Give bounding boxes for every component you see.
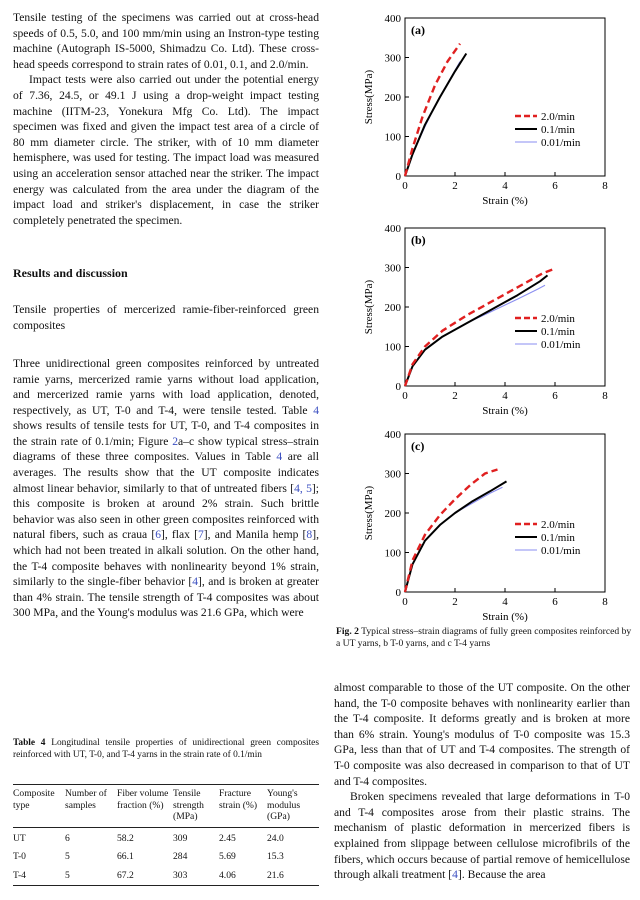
- y-tick-label: 0: [395, 381, 401, 393]
- x-tick-label: 4: [502, 596, 508, 608]
- paragraph-results: Three unidirectional green composites reinforced by untreated ramie yarns, mercerized ramie yarns without load application, and mercerized ramie yarns with load application, denoted, respectively, as UT, T-0 and T-4, were tensile tested. Table 4 shows results of tensile tests for UT, T-0, and T-4 composites in the strain rate of 0.1/min; Figure 2a–c show typical stress–strain diagrams of these three composites. Values in Table 4 are all averages. The results show that the UT composite indicates almost linear behavior, similarly to that of untreated fibers [4, 5]; this composite is broken at around 2% strain. Such brittle behavior was also seen in other green composites reinforced with natural fibers, such as craua [6], flax [7], and Manila hemp [8], which had not been treated in alkali solution. On the other hand, the T-4 composite behaves with nonlinearity beyond 1% strain, similarly to the single-fiber behavior [4], and is broken at greater than 4% strain. The tensile strength of T-4 composites was about 300 MPa, and the Young's modulus was 21.6 GPa, which were: [13, 356, 320, 620]
- y-tick-label: 100: [384, 131, 401, 144]
- y-tick-label: 400: [384, 13, 401, 25]
- x-tick-label: 4: [502, 180, 508, 192]
- citation-link[interactable]: 6: [155, 528, 161, 542]
- table-row: [13, 827, 319, 846]
- y-tick-label: 200: [384, 508, 401, 520]
- table-cell: 4.06: [219, 865, 267, 886]
- x-tick-label: 0: [402, 596, 408, 608]
- legend-label: 2.0/min: [541, 111, 575, 123]
- x-tick-label: 6: [552, 180, 558, 192]
- y-tick-label: 100: [384, 547, 401, 560]
- series-line-01min: [405, 481, 507, 592]
- x-tick-label: 0: [402, 180, 408, 192]
- table-cell: 309: [173, 832, 188, 844]
- citation-link[interactable]: 4: [452, 868, 458, 882]
- table-cell: 58.2: [117, 832, 134, 844]
- table-reference-link[interactable]: 4: [276, 450, 283, 464]
- x-tick-label: 6: [552, 390, 558, 402]
- y-axis-label: Stress(MPa): [363, 279, 375, 335]
- legend-label: 0.01/min: [541, 339, 581, 351]
- table-label: Table 4: [13, 738, 46, 748]
- x-tick-label: 0: [402, 390, 408, 402]
- figure-reference-link[interactable]: 2: [172, 434, 179, 448]
- legend-label: 0.1/min: [541, 124, 575, 136]
- table-cell: 2.45: [219, 832, 236, 844]
- citation-link[interactable]: 7: [197, 528, 204, 542]
- y-axis-label: Stress(MPa): [363, 485, 375, 541]
- table-cell: 6: [65, 832, 70, 844]
- table-reference-link[interactable]: 4: [313, 403, 319, 417]
- table-row: [13, 865, 319, 886]
- y-tick-label: 400: [384, 223, 401, 235]
- table-header-cell: Fiber volume fraction (%): [117, 785, 173, 828]
- y-tick-label: 400: [384, 429, 401, 441]
- table-cell: 21.6: [267, 865, 319, 886]
- table-cell: 15.3: [267, 851, 284, 862]
- table-cell: 284: [173, 851, 188, 862]
- plot-frame: [405, 18, 605, 176]
- x-tick-label: 2: [452, 180, 458, 192]
- paragraph-t0-behavior: almost comparable to those of the UT composite. On the other hand, the T-0 composite behaves with nonlinearity earlier than the T-4 composite. It deforms greatly and is broken at more than 6% strain. Young's modulus of T-0 composite was 15.3 GPa, less than that of UT and T-4 composites. The strength of T-0 composite was also decreased in comparison to that of UT and T-4 composites.: [334, 681, 630, 788]
- table-header-cell: Young's modulus (GPa): [267, 785, 319, 828]
- y-tick-label: 0: [395, 171, 401, 183]
- citation-link[interactable]: 4, 5: [294, 481, 312, 495]
- y-tick-label: 100: [384, 341, 401, 354]
- y-tick-label: 300: [384, 262, 401, 275]
- table-cell: 66.1: [117, 851, 134, 862]
- subsection-heading: Tensile properties of mercerized ramie-fiber-reinforced green composites: [13, 302, 319, 332]
- chart-panel-b: [350, 218, 630, 416]
- series-line-001min: [405, 285, 545, 386]
- x-tick-label: 2: [452, 390, 458, 402]
- y-tick-label: 200: [384, 92, 401, 104]
- panel-label: (c): [411, 439, 425, 453]
- series-line-20min: [405, 470, 498, 593]
- panel-label: (a): [411, 23, 425, 37]
- left-text-column: [13, 10, 319, 621]
- legend-label: 0.01/min: [541, 545, 581, 557]
- table-cell: 303: [173, 865, 219, 886]
- table-header-cell: Fracture strain (%): [219, 785, 267, 828]
- legend-label: 0.1/min: [541, 326, 575, 338]
- panel-label: (b): [411, 233, 426, 247]
- chart-panel-a: [350, 8, 630, 208]
- plot-frame: [405, 434, 605, 592]
- table-cell: 5: [65, 851, 70, 862]
- x-tick-label: 2: [452, 596, 458, 608]
- x-tick-label: 8: [602, 596, 608, 608]
- table-cell: T-0: [13, 851, 26, 862]
- table-cell: T-4: [13, 865, 65, 886]
- series-line-01min: [405, 54, 466, 177]
- y-axis-label: Stress(MPa): [363, 69, 375, 125]
- table-4: [13, 784, 319, 886]
- x-tick-label: 4: [502, 390, 508, 402]
- paragraph-impact-tests: Impact tests were also carried out under the potential energy of 7.36, 24.5, or 49.1 J using a drop-weight impact testing machine (IITM-23, Yonekura Mfg Co. Ltd). The impact specimen was fixed and given the impact test area of a circle of 80 mm diameter circle. The striker, with of 10 mm diameter hemisphere, was used for testing. The impact load was measured using an acceleration sensor attached near the striker. The impact energy was calculated from the area under the diagram of the impact load and striker's displacement, in case the striker completely penetrated the specimen.: [13, 73, 319, 227]
- table-cell: 5: [65, 865, 117, 886]
- y-tick-label: 300: [384, 52, 401, 65]
- series-line-001min: [405, 487, 503, 592]
- table-cell: UT: [13, 832, 26, 844]
- y-tick-label: 200: [384, 302, 401, 314]
- figure-caption: Fig. 2 Typical stress–strain diagrams of fully green composites reinforced by a UT yarns, b T-0 yarns, and c T-4 yarns: [336, 626, 632, 649]
- section-heading: Results and discussion: [13, 266, 128, 281]
- table-cell: 24.0: [267, 832, 284, 844]
- table-header-cell: Number of samples: [65, 785, 117, 828]
- x-tick-label: 8: [602, 390, 608, 402]
- x-axis-label: Strain (%): [482, 611, 528, 622]
- paragraph-broken-specimens: Broken specimens revealed that large deformations in T-0 and T-4 composites arose from their plastic strains. The mechanism of plastic deformation in mercerized fibers is explained from slippage between cellulose microfibrils of the fibers, which occurs because of partial remove of hemicellulose through alkali treatment [4]. Because the area: [334, 790, 630, 882]
- legend-label: 0.1/min: [541, 532, 575, 544]
- table-cell: 5.69: [219, 851, 236, 862]
- table-row: [13, 846, 319, 865]
- paragraph-tensile-testing: Tensile testing of the specimens was carried out at cross-head speeds of 0.5, 5.0, and 100 mm/min using an Instron-type testing machine (Autograph IS-5000, Shimadzu Co. Ltd). These cross-head speeds correspond to strain rates of 0.01, 0.1, and 2.0/min.: [13, 11, 319, 71]
- x-axis-label: Strain (%): [482, 195, 528, 207]
- x-tick-label: 8: [602, 180, 608, 192]
- table-header-cell: Tensile strength (MPa): [173, 785, 219, 828]
- chart-panel-c: [350, 424, 630, 622]
- table-header-cell: Composite type: [13, 785, 65, 828]
- legend-label: 2.0/min: [541, 313, 575, 325]
- plot-frame: [405, 228, 605, 386]
- y-tick-label: 300: [384, 468, 401, 481]
- legend-label: 2.0/min: [541, 519, 575, 531]
- y-tick-label: 0: [395, 587, 401, 599]
- legend-label: 0.01/min: [541, 137, 581, 149]
- right-text-column: [334, 680, 630, 883]
- x-tick-label: 6: [552, 596, 558, 608]
- table-caption: Table 4 Longitudinal tensile properties of unidirectional green composites reinforced with UT, T-0, and T-4 yarns in the strain rate of 0.1/min: [13, 738, 319, 760]
- citation-link[interactable]: 8: [306, 528, 313, 542]
- figure-label: Fig. 2: [336, 626, 359, 637]
- citation-link[interactable]: 4: [192, 575, 199, 589]
- x-axis-label: Strain (%): [482, 405, 528, 416]
- table-cell: 67.2: [117, 865, 173, 886]
